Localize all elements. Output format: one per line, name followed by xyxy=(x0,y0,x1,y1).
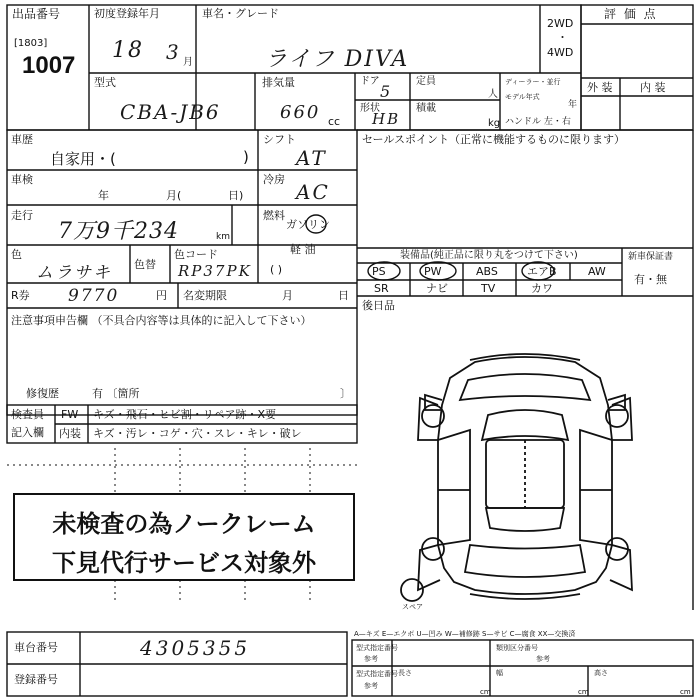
notice-box xyxy=(13,493,355,581)
color-label: 色 xyxy=(11,248,22,261)
chassis-number-value: 4305355 xyxy=(140,636,251,660)
after-items-label: 後日品 xyxy=(362,299,395,312)
interior-check-items: キズ・汚レ・コゲ・穴・スレ・キレ・破レ xyxy=(93,427,302,440)
displacement-unit: cc xyxy=(328,115,341,128)
mileage-value: 7万9千234 xyxy=(58,219,179,244)
warranty-label: 新車保証書 xyxy=(628,252,674,262)
equipment-abs: ABS xyxy=(476,265,498,278)
history-value: 自家用・( xyxy=(50,150,116,168)
fuel-other: ( ) xyxy=(270,263,283,276)
damage-legend: A—キズ E—エクボ U—凹み W—補修跡 S—サビ C—腐食 XX—交換済 xyxy=(354,630,576,638)
repair-history-close: 〕 xyxy=(340,387,351,400)
warranty-value: 有・無 xyxy=(634,273,667,286)
equipment-leather: カワ xyxy=(531,282,553,295)
width-unit: cm xyxy=(578,688,589,696)
name-change-month: 月 xyxy=(282,289,293,302)
model-year-label: モデル年式 xyxy=(505,93,540,101)
type-spec-ref: 参考 xyxy=(364,655,378,663)
lot-code: [1803] xyxy=(14,38,48,49)
color-code-value: RP37PK xyxy=(178,262,252,280)
name-change-day: 日 xyxy=(338,289,349,302)
year-unit: 年 xyxy=(568,100,578,110)
inspection-month: 月( xyxy=(166,189,182,202)
displacement-label: 排気量 xyxy=(262,76,295,89)
lot-number: 1007 xyxy=(22,52,76,79)
car-diagram xyxy=(401,354,632,601)
first-registration-label: 初度登録年月 xyxy=(94,7,160,20)
month-unit: 月 xyxy=(183,57,193,68)
spare-tire-label: スペア xyxy=(402,603,423,611)
equipment-ps: PS xyxy=(372,265,386,278)
registration-number-label: 登録番号 xyxy=(14,673,58,686)
shift-value: AT xyxy=(296,146,327,170)
displacement-value: 660 xyxy=(280,102,321,123)
drive-separator: ・ xyxy=(557,31,568,44)
shape-label: 形状 xyxy=(360,103,380,114)
dimensions-ref: 参考 xyxy=(364,682,378,690)
dealer-label: ディーラー・並行 xyxy=(505,78,561,86)
exterior-label: 外 装 xyxy=(587,81,613,94)
shape-value: HB xyxy=(372,110,401,128)
color-code-label: 色コード xyxy=(174,248,218,261)
equipment-pw: PW xyxy=(424,265,442,278)
interior-label: 内 装 xyxy=(640,81,666,94)
inspection-label: 車検 xyxy=(11,173,33,186)
equipment-navi: ナビ xyxy=(426,282,448,295)
fuel-light-oil: 軽 油 xyxy=(290,243,316,256)
ac-value: AC xyxy=(296,180,330,204)
equipment-label: 装備品(純正品に限り丸をつけて下さい) xyxy=(400,250,578,261)
model-label: 型式 xyxy=(94,76,116,89)
drive-4wd: 4WD xyxy=(547,46,574,59)
type-class-label: 類別区分番号 xyxy=(496,644,538,652)
handle-label: ハンドル 左・右 xyxy=(505,117,571,127)
mileage-unit: km xyxy=(216,232,230,242)
history-close: ) xyxy=(243,148,249,166)
car-name-value: ライフ DIVA xyxy=(265,47,410,72)
notes-label: 注意事項申告欄 （不具合内容等は具体的に記入して下さい） xyxy=(11,314,312,327)
car-name-label: 車名・グレード xyxy=(202,7,279,20)
capacity-label: 定員 xyxy=(416,76,436,87)
fw-label: FW xyxy=(61,408,79,421)
fuel-gasoline: ガソリン xyxy=(286,218,330,231)
notice-line-1: 未検査の為ノークレーム xyxy=(52,510,316,538)
drive-2wd: 2WD xyxy=(547,17,574,30)
height-unit: cm xyxy=(680,688,691,696)
equipment-airbag: エアB xyxy=(527,265,557,278)
fw-items: キズ・飛石・ヒビ割・リペア跡・X要 xyxy=(93,408,277,421)
dimensions-label: 型式指定番号 xyxy=(356,670,398,678)
first-registration-year: 18 xyxy=(112,38,144,63)
shift-label: シフト xyxy=(263,133,296,146)
history-label: 車歴 xyxy=(11,133,33,146)
height-label: 高さ xyxy=(594,669,608,677)
recycle-unit: 円 xyxy=(156,289,167,302)
type-spec-label: 型式指定番号 xyxy=(356,644,398,652)
type-class-ref: 参考 xyxy=(536,655,550,663)
score-label: 評 価 点 xyxy=(604,7,658,21)
load-label: 積載 xyxy=(416,103,436,114)
equipment-aw: AW xyxy=(588,265,606,278)
color-value: ムラサキ xyxy=(36,263,112,283)
door-value: 5 xyxy=(380,82,393,101)
load-unit: kg xyxy=(488,118,501,129)
name-change-label: 名変期限 xyxy=(183,289,227,302)
repaint-label: 色替 xyxy=(134,258,156,271)
width-label: 幅 xyxy=(496,669,503,677)
inspection-year: 年 xyxy=(98,189,109,202)
inspector-label-2: 記入欄 xyxy=(11,426,44,439)
sales-point-label: セールスポイント（正常に機能するものに限ります） xyxy=(362,133,626,146)
ac-label: 冷房 xyxy=(263,173,285,186)
door-label: ドア xyxy=(360,76,380,87)
mileage-label: 走行 xyxy=(11,209,33,222)
inspection-day: 日) xyxy=(228,189,244,202)
notice-line-2: 下見代行サービス対象外 xyxy=(52,549,316,577)
length-label: 長さ xyxy=(398,669,412,677)
fuel-label: 燃料 xyxy=(263,209,285,222)
equipment-tv: TV xyxy=(481,282,496,295)
interior-check-label: 内装 xyxy=(59,427,81,440)
equipment-sr: SR xyxy=(374,282,389,295)
model-value: CBA-JB6 xyxy=(120,100,221,124)
length-unit: cm xyxy=(480,688,491,696)
inspector-label-1: 検査員 xyxy=(11,408,44,421)
lot-number-label: 出品番号 xyxy=(12,7,61,21)
repair-history-value: 有 〔箇所 xyxy=(92,387,140,400)
chassis-number-label: 車台番号 xyxy=(14,641,58,654)
capacity-unit: 人 xyxy=(488,89,498,100)
first-registration-month: 3 xyxy=(166,40,181,64)
recycle-value: 9770 xyxy=(68,286,120,306)
recycle-label: R券 xyxy=(11,289,30,302)
repair-history-label: 修復歴 xyxy=(26,387,59,400)
